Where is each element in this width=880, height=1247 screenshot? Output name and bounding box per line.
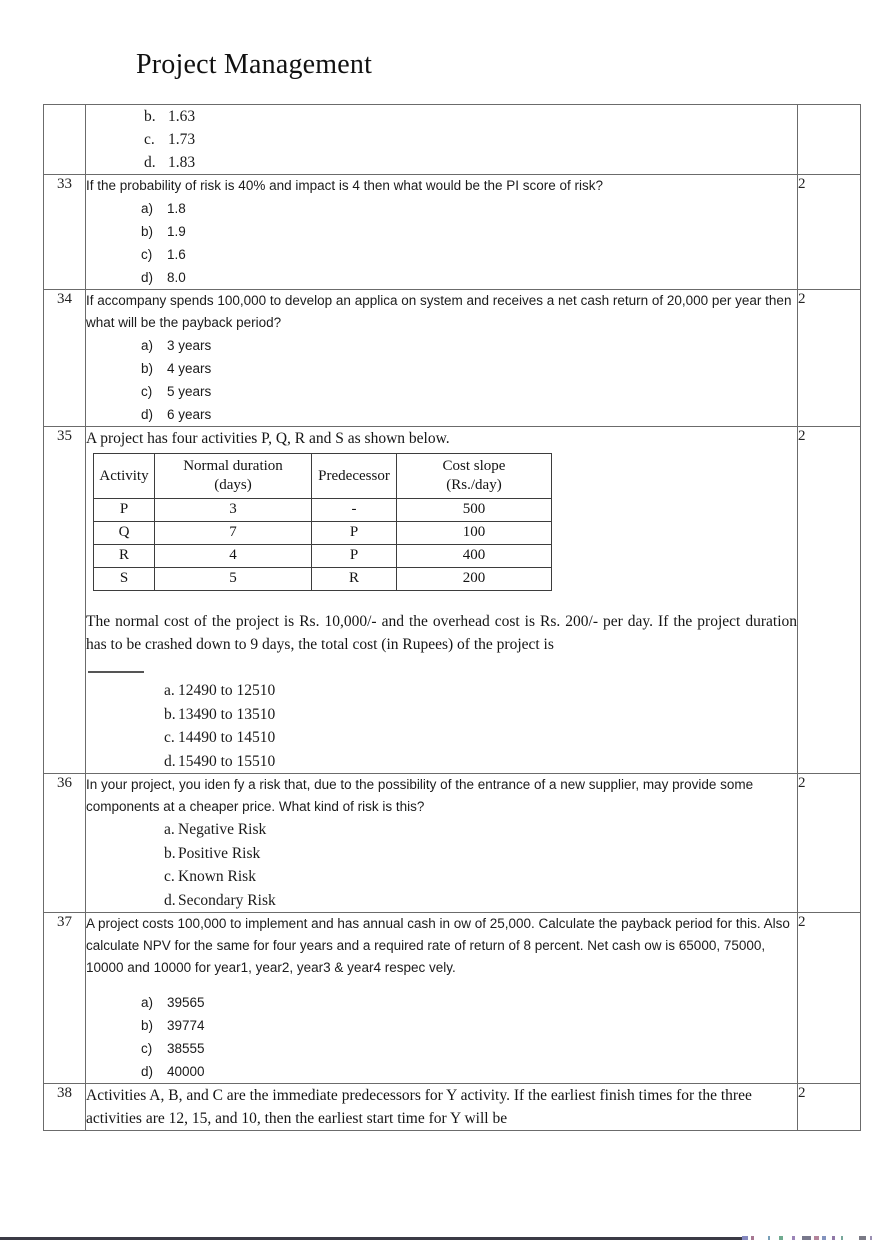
cell-duration: 5 xyxy=(155,568,312,591)
scan-speck xyxy=(814,1236,819,1240)
option-text: 1.8 xyxy=(167,201,186,216)
option-text: 1.6 xyxy=(167,247,186,262)
list-item xyxy=(141,220,797,243)
row-marks-cell: 2 xyxy=(798,913,861,1084)
option-text: 13490 to 13510 xyxy=(178,705,276,723)
row-marks-cell: 2 xyxy=(798,774,861,913)
table-row xyxy=(94,522,552,545)
header-line: (Rs./day) xyxy=(446,477,502,493)
table-row xyxy=(44,427,861,774)
option-label: c) xyxy=(141,384,153,399)
option-list xyxy=(86,991,797,1083)
cell-activity: S xyxy=(94,568,155,591)
question-stem: A project costs 100,000 to implement and has annual cash in ow of 25,000. Calculate the payback period for this. Also calculate NPV for the same for four years and a required rate of return of 8 percent. Net cash ow is 65000, 75000, 10000 and 10000 for year1, year2, year3 & year4 respec vely. xyxy=(86,916,790,975)
list-item xyxy=(141,1060,797,1083)
spacer xyxy=(86,979,797,991)
option-label: b) xyxy=(141,224,154,239)
cell-duration: 4 xyxy=(155,545,312,568)
question-stem: Activities A, B, and C are the immediate predecessors for Y activity. If the earliest finish times for the three activities are 12, 15, and 10, then the earliest start time for Y will be xyxy=(86,1087,752,1127)
cell-activity: P xyxy=(94,499,155,522)
table-row xyxy=(94,545,552,568)
option-text: Secondary Risk xyxy=(178,891,276,909)
table-row xyxy=(94,568,552,591)
option-list xyxy=(86,334,797,426)
header-line: Predecessor xyxy=(318,467,390,484)
column-header-activity xyxy=(94,454,155,499)
option-label: c. xyxy=(164,868,175,885)
row-number-cell: 33 xyxy=(44,175,86,290)
cell-cost-slope: 500 xyxy=(397,499,552,522)
cell-predecessor: R xyxy=(312,568,397,591)
cell-duration: 3 xyxy=(155,499,312,522)
option-text: Negative Risk xyxy=(178,821,267,838)
blank-fill-rule xyxy=(88,671,144,673)
question-stem: If accompany spends 100,000 to develop an applica on system and receives a net cash return of 20,000 per year then what will be the payback period? xyxy=(86,293,792,330)
cell-predecessor: P xyxy=(312,545,397,568)
column-header-normal-duration xyxy=(155,454,312,499)
footer-scan-artifacts xyxy=(742,1236,880,1241)
list-item xyxy=(164,865,797,889)
scan-speck xyxy=(859,1236,866,1240)
list-item xyxy=(164,679,797,703)
list-item xyxy=(144,128,797,151)
list-item xyxy=(144,105,797,128)
row-marks-cell: 2 xyxy=(798,427,861,774)
option-label: d) xyxy=(141,1064,154,1079)
scan-speck xyxy=(742,1236,748,1240)
option-text: 15490 to 15510 xyxy=(178,752,276,770)
cell-activity: R xyxy=(94,545,155,568)
table-row xyxy=(44,290,861,427)
option-label: a) xyxy=(141,995,154,1010)
header-line: Activity xyxy=(99,467,149,484)
row-marks-cell: 2 xyxy=(798,290,861,427)
cell-cost-slope: 100 xyxy=(397,522,552,545)
list-item xyxy=(141,266,797,289)
cell-cost-slope: 200 xyxy=(397,568,552,591)
option-label: d) xyxy=(141,270,154,285)
scan-speck xyxy=(841,1236,843,1240)
table-row xyxy=(44,175,861,290)
page-title: Project Management xyxy=(136,49,373,80)
table-row xyxy=(44,1084,861,1131)
list-item xyxy=(141,1014,797,1037)
table-header-row xyxy=(94,454,552,499)
option-label: b) xyxy=(141,361,154,376)
option-label: c) xyxy=(141,1041,153,1056)
option-label: a. xyxy=(164,821,175,838)
row-marks-cell: 2 xyxy=(798,1084,861,1131)
list-item xyxy=(164,703,797,727)
row-body-cell xyxy=(86,105,798,175)
row-number-cell: 37 xyxy=(44,913,86,1084)
option-label: d. xyxy=(144,154,156,171)
option-text: 5 years xyxy=(167,384,212,399)
row-number-cell: 36 xyxy=(44,774,86,913)
list-item xyxy=(141,334,797,357)
row-body-cell xyxy=(86,427,798,774)
option-list xyxy=(86,197,797,289)
table-row xyxy=(44,105,861,175)
option-label: a. xyxy=(164,682,175,699)
option-list xyxy=(86,818,797,912)
option-label: a) xyxy=(141,201,154,216)
activity-table-head xyxy=(94,454,552,499)
option-text: 6 years xyxy=(167,407,212,422)
list-item xyxy=(141,197,797,220)
question-continuation-text: The normal cost of the project is Rs. 10,000/- and the overhead cost is Rs. 200/- per day. If the project duration has to be crashed down to 9 days, the total cost (in Rupees) of the project is xyxy=(86,612,797,653)
option-text: 8.0 xyxy=(167,270,186,285)
column-header-cost-slope xyxy=(397,454,552,499)
option-list xyxy=(86,105,797,174)
table-row xyxy=(44,774,861,913)
cell-activity: Q xyxy=(94,522,155,545)
scan-speck xyxy=(768,1236,770,1240)
option-text: 40000 xyxy=(167,1064,205,1079)
question-stem: In your project, you iden fy a risk that, due to the possibility of the entrance of a new supplier, may provide some components at a cheaper price. What kind of risk is this? xyxy=(86,777,754,814)
option-text: 39774 xyxy=(167,1018,205,1033)
row-body-cell xyxy=(86,1084,798,1131)
row-number-cell: 35 xyxy=(44,427,86,774)
option-label: b) xyxy=(141,1018,154,1033)
scan-speck xyxy=(870,1236,872,1240)
row-body-cell xyxy=(86,913,798,1084)
column-header-predecessor xyxy=(312,454,397,499)
scan-speck xyxy=(792,1236,795,1240)
question-table xyxy=(43,104,861,1131)
activity-data-table xyxy=(93,453,552,591)
scan-speck xyxy=(832,1236,835,1240)
cell-predecessor: P xyxy=(312,522,397,545)
option-text: 1.63 xyxy=(168,108,196,125)
header-line: (days) xyxy=(214,477,252,493)
list-item xyxy=(164,818,797,842)
option-label: c. xyxy=(164,729,175,746)
option-label: b. xyxy=(164,844,176,862)
option-text: 1.73 xyxy=(168,131,196,148)
list-item xyxy=(164,750,797,774)
row-marks-cell: 2 xyxy=(798,175,861,290)
question-stem: A project has four activities P, Q, R and S as shown below. xyxy=(86,430,450,447)
row-body-cell xyxy=(86,290,798,427)
option-label: b. xyxy=(164,705,176,723)
option-label: b. xyxy=(144,108,156,125)
option-text: 4 years xyxy=(167,361,212,376)
cell-cost-slope: 400 xyxy=(397,545,552,568)
option-label: d) xyxy=(141,407,154,422)
list-item xyxy=(141,403,797,426)
list-item xyxy=(141,357,797,380)
option-label: d. xyxy=(164,891,176,909)
question-table-body xyxy=(44,105,861,1131)
option-label: c) xyxy=(141,247,153,262)
activity-table-body xyxy=(94,499,552,591)
list-item xyxy=(141,243,797,266)
list-item xyxy=(141,991,797,1014)
option-list xyxy=(86,679,797,773)
option-text: 38555 xyxy=(167,1041,205,1056)
option-label: d. xyxy=(164,752,176,770)
list-item xyxy=(141,1037,797,1060)
list-item xyxy=(164,726,797,750)
row-number-cell: 38 xyxy=(44,1084,86,1131)
table-row xyxy=(44,913,861,1084)
option-text: 1.83 xyxy=(168,154,196,171)
footer-scan-rule xyxy=(0,1237,742,1240)
option-text: 39565 xyxy=(167,995,205,1010)
option-text: Positive Risk xyxy=(178,844,261,862)
header-line: Normal duration xyxy=(183,458,283,474)
row-number-cell xyxy=(44,105,86,175)
scan-speck xyxy=(751,1236,754,1240)
row-number-cell: 34 xyxy=(44,290,86,427)
row-marks-cell xyxy=(798,105,861,175)
list-item xyxy=(164,889,797,913)
list-item xyxy=(144,151,797,174)
list-item xyxy=(141,380,797,403)
list-item xyxy=(164,842,797,866)
option-text: 14490 to 14510 xyxy=(178,729,276,746)
cell-predecessor: - xyxy=(312,499,397,522)
option-text: 1.9 xyxy=(167,224,186,239)
option-text: 3 years xyxy=(167,338,212,353)
option-text: 12490 to 12510 xyxy=(178,682,276,699)
header-line: Cost slope xyxy=(442,458,506,474)
cell-duration: 7 xyxy=(155,522,312,545)
option-label: c. xyxy=(144,131,155,148)
activity-data-table-wrapper xyxy=(86,450,797,591)
scan-speck xyxy=(779,1236,783,1240)
scan-speck xyxy=(802,1236,811,1240)
table-row xyxy=(94,499,552,522)
option-label: a) xyxy=(141,338,154,353)
option-text: Known Risk xyxy=(178,868,256,885)
question-stem: If the probability of risk is 40% and impact is 4 then what would be the PI score of risk? xyxy=(86,178,604,193)
scan-speck xyxy=(822,1236,826,1240)
row-body-cell xyxy=(86,175,798,290)
row-body-cell xyxy=(86,774,798,913)
